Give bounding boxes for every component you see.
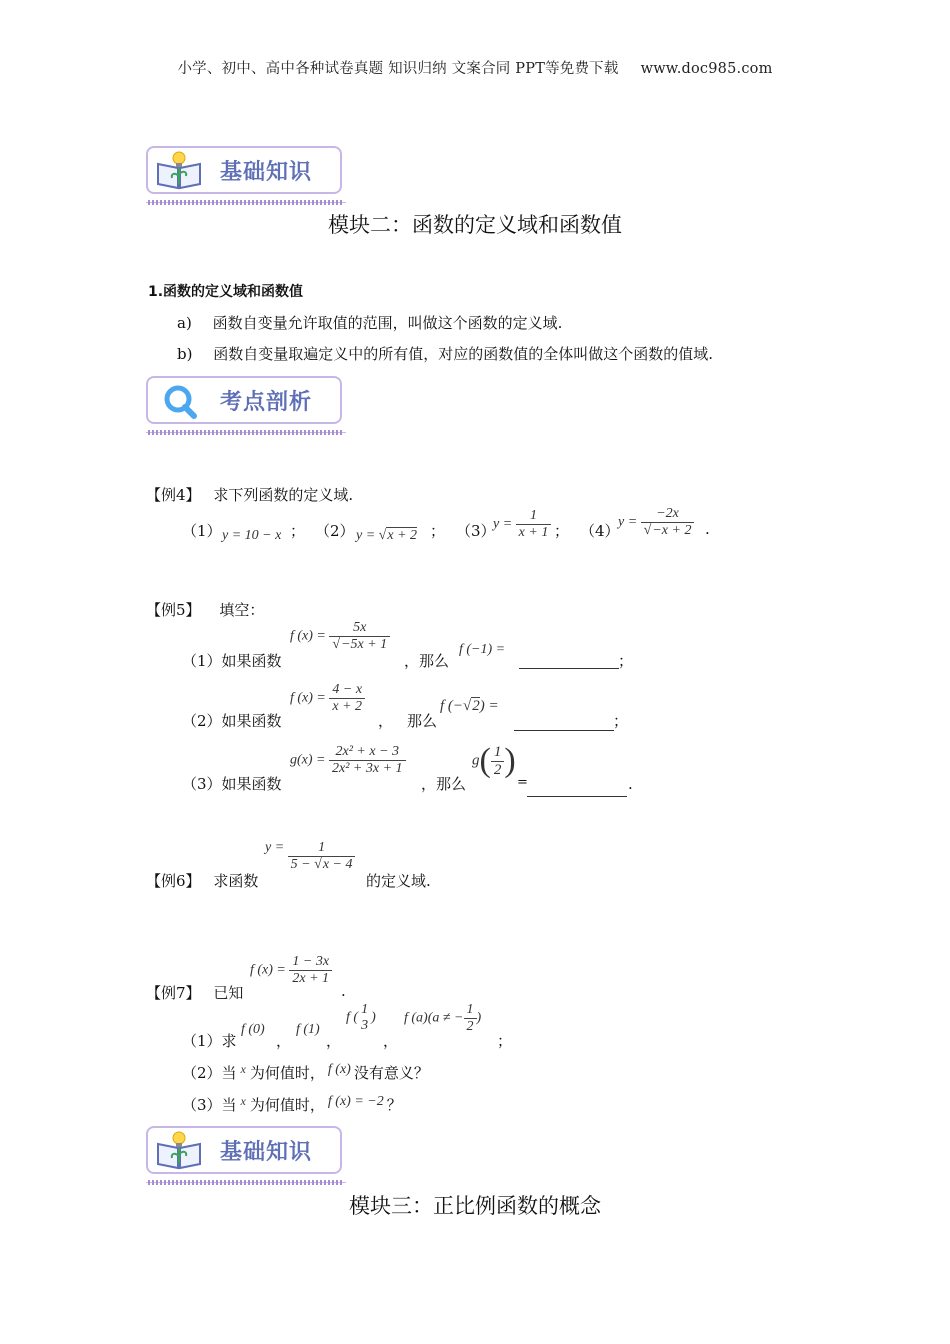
ex5-q3-end: . — [628, 775, 633, 793]
ex7-q1-semi: ； — [497, 1032, 513, 1050]
book-lightbulb-icon — [154, 1130, 206, 1170]
ex5-q3-formula: g(x) = $\frac{\text{2x² + x − 3}}{\text{2x² + 3x + 1}}$ — [290, 744, 406, 777]
module3-title: 模块三：正比例函数的概念 — [349, 1194, 601, 1218]
ex7-q1-f-a: f (a)(a ≠ − $\frac{1}{2}$ ) — [404, 1002, 482, 1034]
ex4-formula1: y = 10 − x — [222, 528, 282, 543]
ex4-sep3: ； — [554, 522, 570, 540]
example-prompt: 已知 — [213, 984, 244, 1002]
ex7-q1-f1: f (1) — [296, 1022, 320, 1037]
basic-knowledge-badge — [146, 146, 346, 208]
ex5-q3-arg: g( $\frac{1}{2}$ ) — [472, 742, 516, 779]
ex5-q2-then: ， 那么 — [378, 712, 438, 730]
ex7-q1-f-third: f ( 1 3 ) — [346, 1002, 376, 1033]
ex5-q1-lead: （1）如果函数 — [182, 652, 282, 670]
example5-title — [146, 599, 264, 620]
example4-title — [146, 484, 353, 505]
item-text: 函数自变量取遍定义中的所有值，对应的函数值的全体叫做这个函数的值域. — [213, 345, 714, 363]
ex5-q3-eq: = — [517, 775, 528, 790]
ex7-q1-f0: f (0) — [241, 1022, 265, 1037]
header-text: 小学、初中、高中各种试卷真题 知识归纳 文案合同 PPT等免费下载 — [177, 61, 619, 77]
example-label: 【例7】 — [146, 984, 201, 1002]
header-url[interactable]: www.doc985.com — [640, 61, 773, 77]
example-prompt: 求下列函数的定义域. — [213, 486, 354, 504]
ex7-q2: （2）当 $^x$ 为何值时， f (x) 没有意义？ — [182, 1062, 429, 1082]
basic-knowledge-badge-2 — [146, 1126, 346, 1188]
badge-label: 基础知识 — [220, 160, 313, 185]
ex4-part1-label: （1） — [182, 522, 222, 540]
ex7-q3: （3）当 $^x$ 为何值时， f (x) = −2 ？ — [182, 1094, 402, 1114]
ex4-end: . — [705, 520, 710, 538]
ex5-q1-formula: f (x) = $\frac{5x}{√-5x + 1}$ — [290, 620, 390, 653]
example6-suffix: 的定义域. — [366, 872, 431, 890]
ex4-formula3: y = $\frac{1}{x + 1}$ — [493, 508, 551, 541]
ex4-sep1: ； — [290, 522, 306, 540]
ex7-end: . — [341, 982, 346, 1000]
ex5-q3-answer-blank[interactable] — [527, 778, 627, 797]
module2-item-b — [177, 343, 713, 364]
ex6-formula: y = $\frac{1}{5 - √x - 4}$ — [265, 840, 355, 873]
example6-title — [146, 870, 258, 891]
item-marker: a) — [177, 314, 192, 332]
key-points-badge — [146, 376, 346, 438]
ex4-part3-label: （3） — [456, 522, 496, 540]
ex5-q2-formula: f (x) = $\frac{4 - x}{x + 2}$ — [290, 682, 365, 715]
badge-label: 基础知识 — [220, 1140, 313, 1165]
module2-heading: 1.函数的定义域和函数值 — [148, 284, 304, 300]
ex5-q1-arg: f (−1) = — [459, 642, 506, 657]
ex4-formula2: y = √x + 2 — [356, 528, 418, 543]
ex5-q2-lead: （2）如果函数 — [182, 712, 282, 730]
magnifier-icon — [154, 380, 206, 420]
ex4-sep2: ； — [430, 522, 446, 540]
badge-label: 考点剖析 — [220, 390, 313, 415]
book-lightbulb-icon — [154, 150, 206, 190]
ex5-q1-then: ，那么 — [404, 652, 450, 670]
example-label: 【例6】 — [146, 872, 201, 890]
module2-item-a — [177, 312, 562, 333]
ex5-q1-answer-blank[interactable] — [519, 650, 619, 669]
ex5-q3-then: ，那么 — [421, 775, 467, 793]
ex4-part4-label: （4） — [580, 522, 620, 540]
example7-title — [146, 982, 243, 1003]
ex5-q1-semi: ； — [618, 652, 634, 670]
example-prompt: 求函数 — [213, 872, 259, 890]
ex7-q1-comma3: ， — [383, 1032, 399, 1050]
ex4-formula4: y = $\frac{-2x}{√-x + 2}$ — [618, 506, 694, 539]
ex5-q2-semi: ； — [613, 712, 629, 730]
example-label: 【例5】 — [146, 601, 201, 619]
item-text: 函数自变量允许取值的范围，叫做这个函数的定义域. — [212, 314, 563, 332]
item-marker: b) — [177, 345, 193, 363]
ex5-q2-arg: f (−√2) = — [440, 698, 499, 714]
ex5-q3-lead: （3）如果函数 — [182, 775, 282, 793]
ex5-q2-answer-blank[interactable] — [514, 712, 614, 731]
ex7-q1-comma2: ， — [326, 1032, 342, 1050]
ex7-q1-comma1: ， — [276, 1032, 292, 1050]
module2-title: 模块二：函数的定义域和函数值 — [328, 213, 622, 237]
ex7-q1-lead: （1）求 — [182, 1032, 237, 1050]
page-header — [0, 57, 950, 78]
example-prompt: 填空： — [219, 601, 265, 619]
ex4-part2-label: （2） — [315, 522, 355, 540]
ex7-formula: f (x) = $\frac{1 - 3x}{2x + 1}$ — [250, 954, 332, 987]
example-label: 【例4】 — [146, 486, 201, 504]
